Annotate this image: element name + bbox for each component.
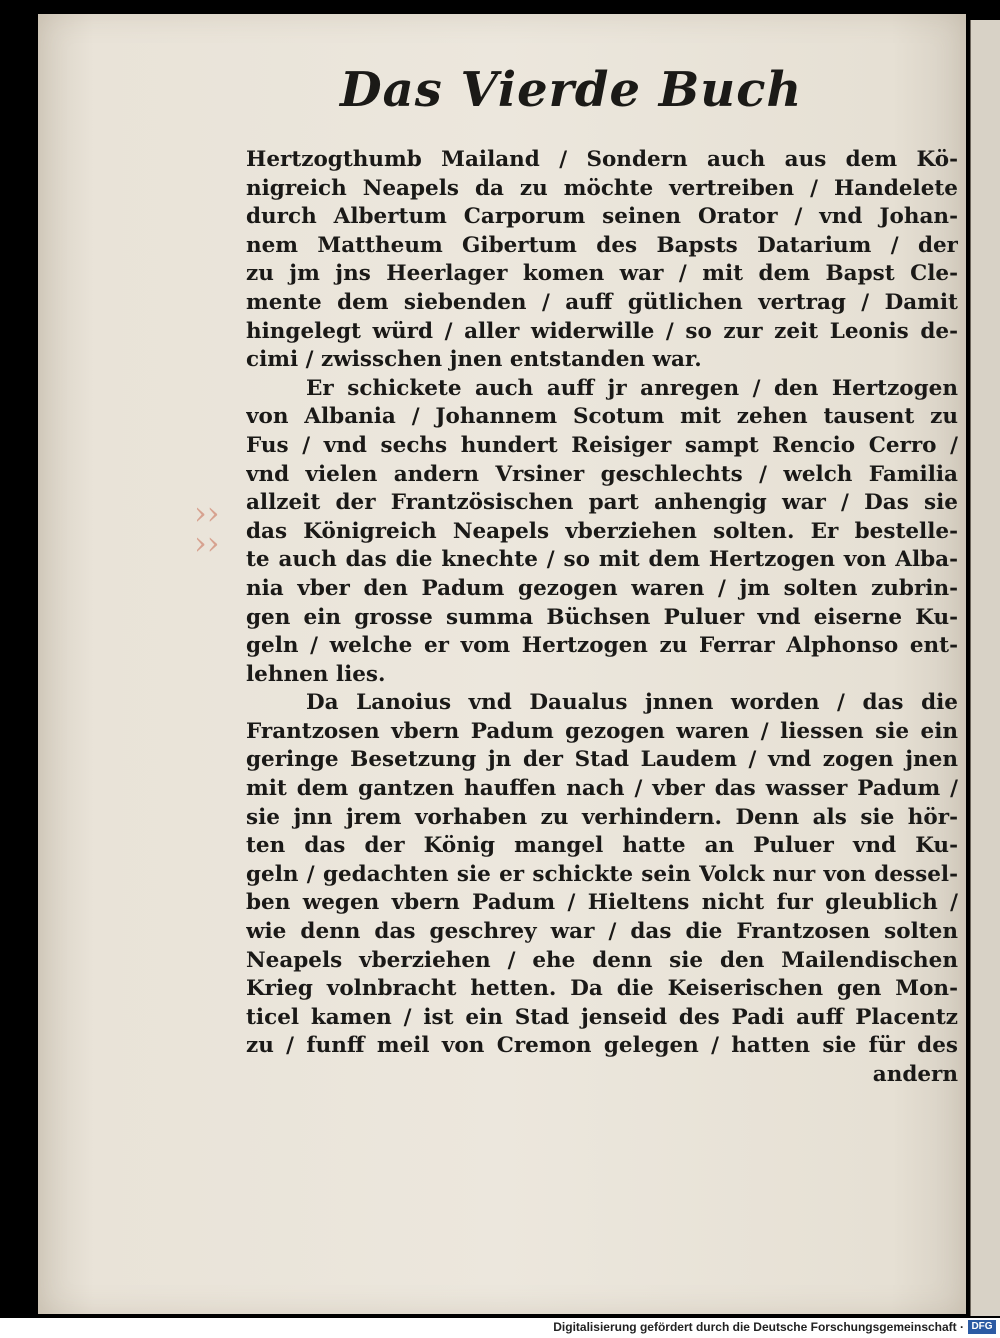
text-line: gen ein grosse summa Büchsen Puluer vnd eiserne Ku- (246, 604, 958, 630)
text-line: vnd vielen andern Vrsiner geschlechts / welch Familia (246, 461, 958, 487)
catchword: andern (872, 1062, 958, 1087)
text-line: mit dem gantzen hauffen nach / vber das wasser Padum / (246, 776, 958, 802)
page-title: Das Vierde Buch (340, 62, 803, 118)
text-line: Hertzogthumb Mailand / Sondern auch aus dem Kö- (246, 147, 958, 172)
text-line: zu jm jns Heerlager komen war / mit dem Bapst Cle- (246, 261, 958, 287)
text-line: von Albania / Johannem Scotum mit zehen tausent zu (246, 404, 958, 430)
text-line: nia vber den Padum gezogen waren / jm solten zubrin- (246, 575, 958, 601)
text-line: nigreich Neapels da zu möchte vertreiben / Handelete (246, 175, 958, 201)
text-line: geln / gedachten sie er schickte sein Volck nur von dessel- (246, 861, 958, 887)
footer-credit: Digitalisierung gefördert durch die Deutsche Forschungsgemeinschaft · (553, 1320, 964, 1334)
text-line: Fus / vnd sechs hundert Reisiger sampt Rencio Cerro / (246, 432, 958, 458)
text-line: ben wegen vbern Padum / Hieltens nicht fur gleublich / (246, 890, 958, 916)
text-line: geringe Besetzung jn der Stad Laudem / vnd zogen jnen (246, 747, 958, 773)
body-text (246, 146, 958, 1090)
text-line: Neapels vberziehen / ehe denn sie den Mailendischen (246, 947, 958, 973)
text-line: lehnen lies. (246, 661, 386, 687)
text-line: geln / welche er vom Hertzogen zu Ferrar Alphonso ent- (246, 633, 958, 659)
text-line: ticel kamen / ist ein Stad jenseid des Padi auff Placentz (246, 1004, 958, 1030)
text-line: durch Albertum Carporum seinen Orator / vnd Johan- (246, 204, 958, 230)
text-line: wie denn das geschrey war / das die Frantzosen solten (246, 919, 958, 945)
text-line: allzeit der Frantzösischen part anhengig war / Das sie (246, 490, 958, 516)
footer-bar (0, 1318, 1000, 1338)
text-line: das Königreich Neapels vberziehen solten. Er bestelle- (246, 518, 958, 544)
text-line: mente dem siebenden / auff gütlichen vertrag / Damit (246, 289, 958, 315)
text-line: Da Lanoius vnd Daualus jnnen worden / das die (306, 690, 958, 716)
text-line: ten das der König mangel hatte an Puluer vnd Ku- (246, 833, 958, 859)
margin-mark: ›› (194, 494, 220, 532)
text-line: hingelegt würd / aller widerwille / so zur zeit Leonis de- (246, 318, 958, 344)
text-line: Frantzosen vbern Padum gezogen waren / liessen sie ein (246, 718, 958, 744)
text-line: te auch das die knechte / so mit dem Hertzogen von Alba- (246, 547, 958, 573)
dfg-logo-icon: DFG (968, 1320, 996, 1334)
text-line: zu / funff meil von Cremon gelegen / hatten sie für des (246, 1033, 958, 1059)
text-line: Krieg volnbracht hetten. Da die Keiserischen gen Mon- (246, 976, 958, 1002)
text-line: nem Mattheum Gibertum des Bapsts Datarium / der (246, 232, 958, 258)
text-line: Er schickete auch auff jr anregen / den Hertzogen (306, 375, 958, 401)
next-page-edge (970, 20, 1000, 1316)
margin-mark: ›› (194, 524, 220, 562)
text-line: cimi / zwisschen jnen entstanden war. (246, 347, 702, 373)
text-line: sie jnn jrem vorhaben zu verhindern. Denn als sie hör- (246, 804, 958, 830)
